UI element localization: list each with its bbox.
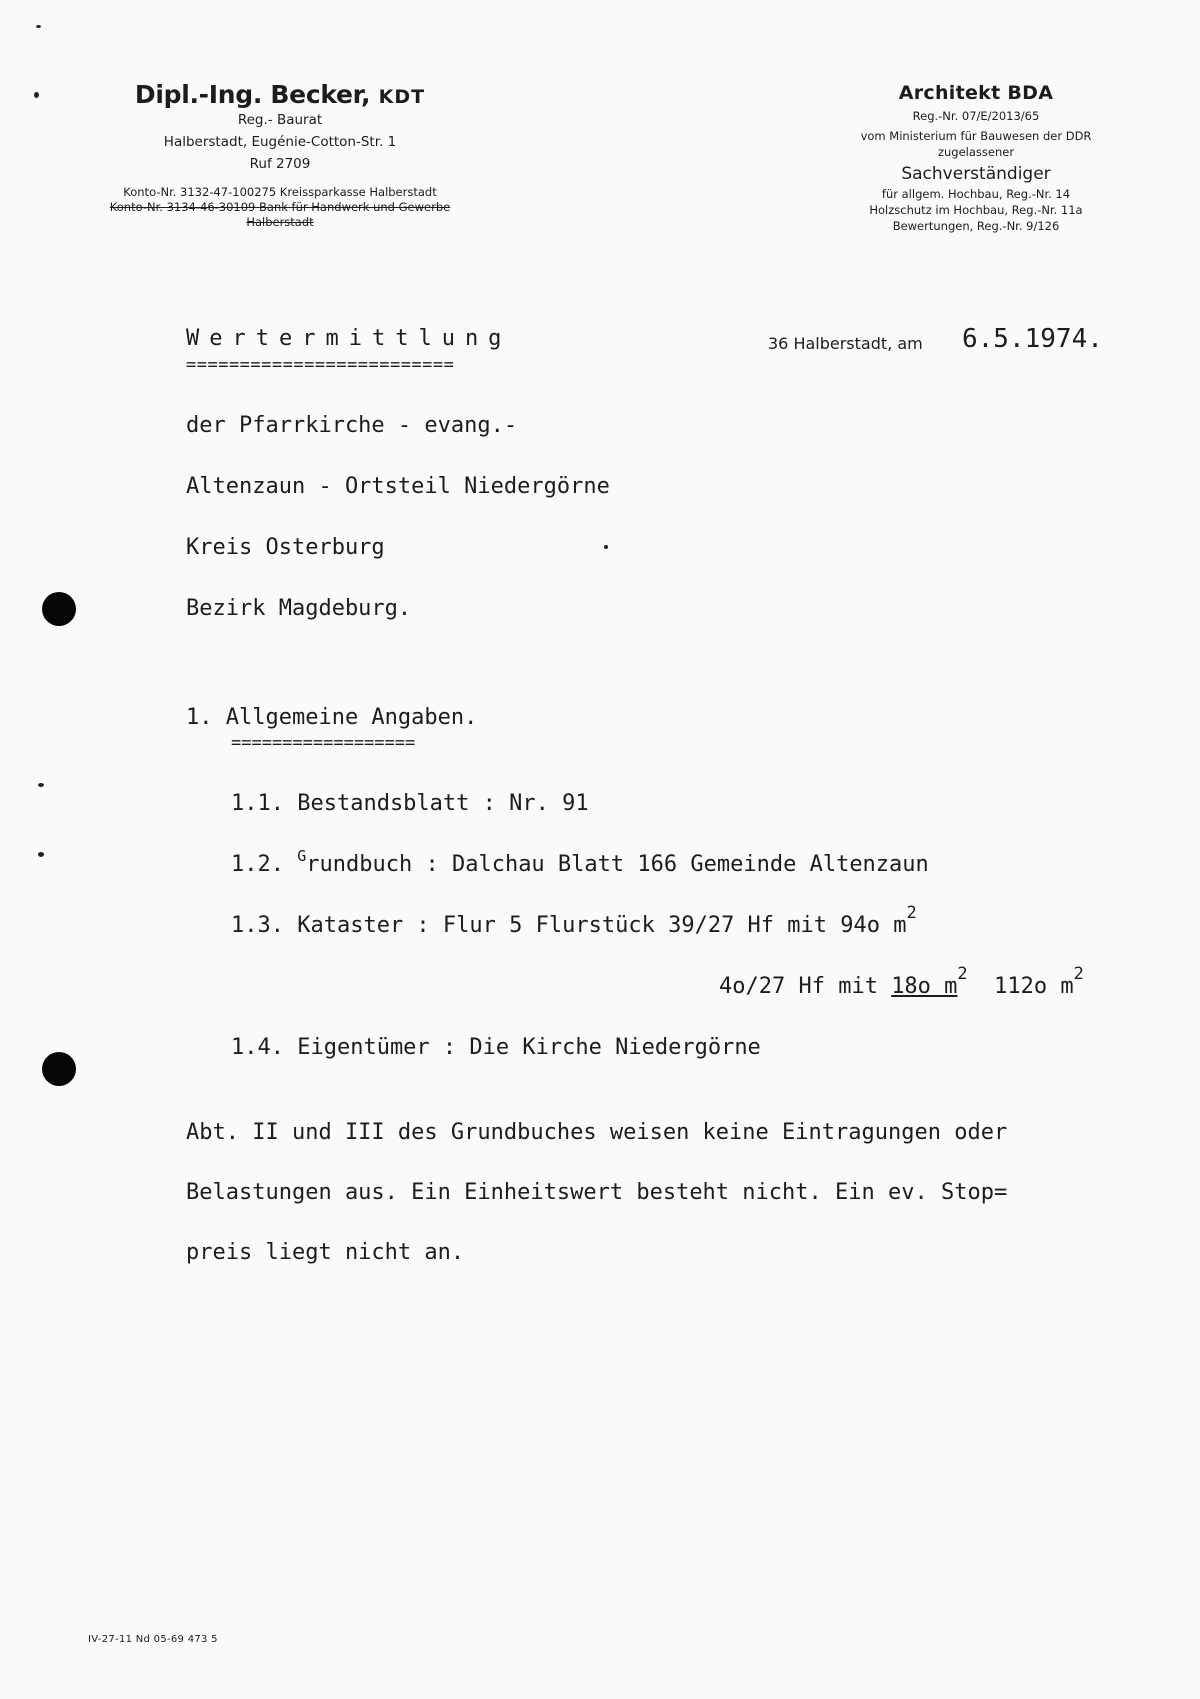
item-1-3-text: 1.3. Kataster : Flur 5 Flurstück 39/27 Hf mit 94o m xyxy=(231,913,907,938)
subject-line-1: der Pfarrkirche - evang.- xyxy=(186,413,518,438)
ministry-line: vom Ministerium für Bauwesen der DDR xyxy=(860,129,1092,143)
section-1-underline: ================== xyxy=(231,733,416,753)
bank-account-2-struck: Konto-Nr. 3134-46-30109 Bank für Handwerk und Gewerbe xyxy=(109,200,451,214)
superscript-2: 2 xyxy=(906,903,917,923)
paragraph-line-2: Belastungen aus. Ein Einheitswert besteht nicht. Ein ev. Stop= xyxy=(186,1180,1008,1205)
reg-line-1: für allgem. Hochbau, Reg.-Nr. 14 xyxy=(881,187,1071,201)
author-address: Halberstadt, Eugénie-Cotton-Str. 1 xyxy=(163,134,397,150)
reg-line-2: Holzschutz im Hochbau, Reg.-Nr. 11a xyxy=(869,203,1083,217)
bank-account-1: Konto-Nr. 3132-47-100275 Kreissparkasse Halberstadt xyxy=(123,185,437,199)
subject-line-2: Altenzaun - Ortsteil Niedergörne xyxy=(186,474,610,499)
expert-role: Sachverständiger xyxy=(901,164,1051,184)
superscript-2: 2 xyxy=(1073,964,1084,984)
paragraph-line-1: Abt. II und III des Grundbuches weisen keine Eintragungen oder xyxy=(186,1120,1008,1145)
speck xyxy=(36,25,41,28)
item-1-3 xyxy=(231,903,917,938)
punch-hole-bottom xyxy=(42,1052,76,1086)
name-text: Dipl.-Ing. Becker, xyxy=(134,80,371,109)
subject-line-4: Bezirk Magdeburg. xyxy=(186,596,412,621)
title-underline: ========================= xyxy=(186,355,455,375)
speck xyxy=(604,545,608,549)
admitted-line: zugelassener xyxy=(937,145,1015,159)
item-1-1: 1.1. Bestandsblatt : Nr. 91 xyxy=(231,791,589,816)
item-1-4: 1.4. Eigentümer : Die Kirche Niedergörne xyxy=(231,1035,761,1060)
punch-hole-top xyxy=(42,592,76,626)
author-phone: Ruf 2709 xyxy=(249,156,311,172)
kdt-suffix: KDT xyxy=(378,86,426,108)
speck xyxy=(34,92,39,98)
author-title: Reg.- Baurat xyxy=(237,112,323,128)
item-1-2 xyxy=(231,847,929,877)
letterhead-right xyxy=(835,82,1117,234)
item-1-3-total: 112o m xyxy=(994,974,1074,999)
bank-account-2-city-struck: Halberstadt xyxy=(246,215,314,229)
letterhead-left xyxy=(100,80,460,230)
item-1-3-continued xyxy=(719,964,1084,999)
document-date: 6.5.1974. xyxy=(962,324,1103,354)
form-code: IV-27-11 Nd 05-69 473 5 xyxy=(88,1634,218,1645)
paragraph-line-3: preis liegt nicht an. xyxy=(186,1240,465,1265)
item-1-2-number: 1.2. xyxy=(231,852,298,877)
architect-reg: Reg.-Nr. 07/E/2013/65 xyxy=(912,109,1040,123)
subject-line-3: Kreis Osterburg xyxy=(186,535,385,560)
superscript-2: 2 xyxy=(957,964,968,984)
item-1-3b-area: 18o m xyxy=(891,974,958,999)
item-1-2-g-correction: G xyxy=(297,847,307,865)
item-1-3b-text: 4o/27 Hf mit xyxy=(719,974,892,999)
date-label: 36 Halberstadt, am xyxy=(768,334,923,353)
item-1-2-text: rundbuch : Dalchau Blatt 166 Gemeinde Altenzaun xyxy=(306,852,929,877)
section-1-title: 1. Allgemeine Angaben. xyxy=(186,705,478,730)
author-name xyxy=(100,80,460,109)
reg-line-3: Bewertungen, Reg.-Nr. 9/126 xyxy=(892,219,1060,233)
document-title: Wertermittlung xyxy=(186,326,512,351)
speck xyxy=(38,783,44,787)
speck xyxy=(38,852,44,857)
architect-title: Architekt BDA xyxy=(898,82,1054,104)
